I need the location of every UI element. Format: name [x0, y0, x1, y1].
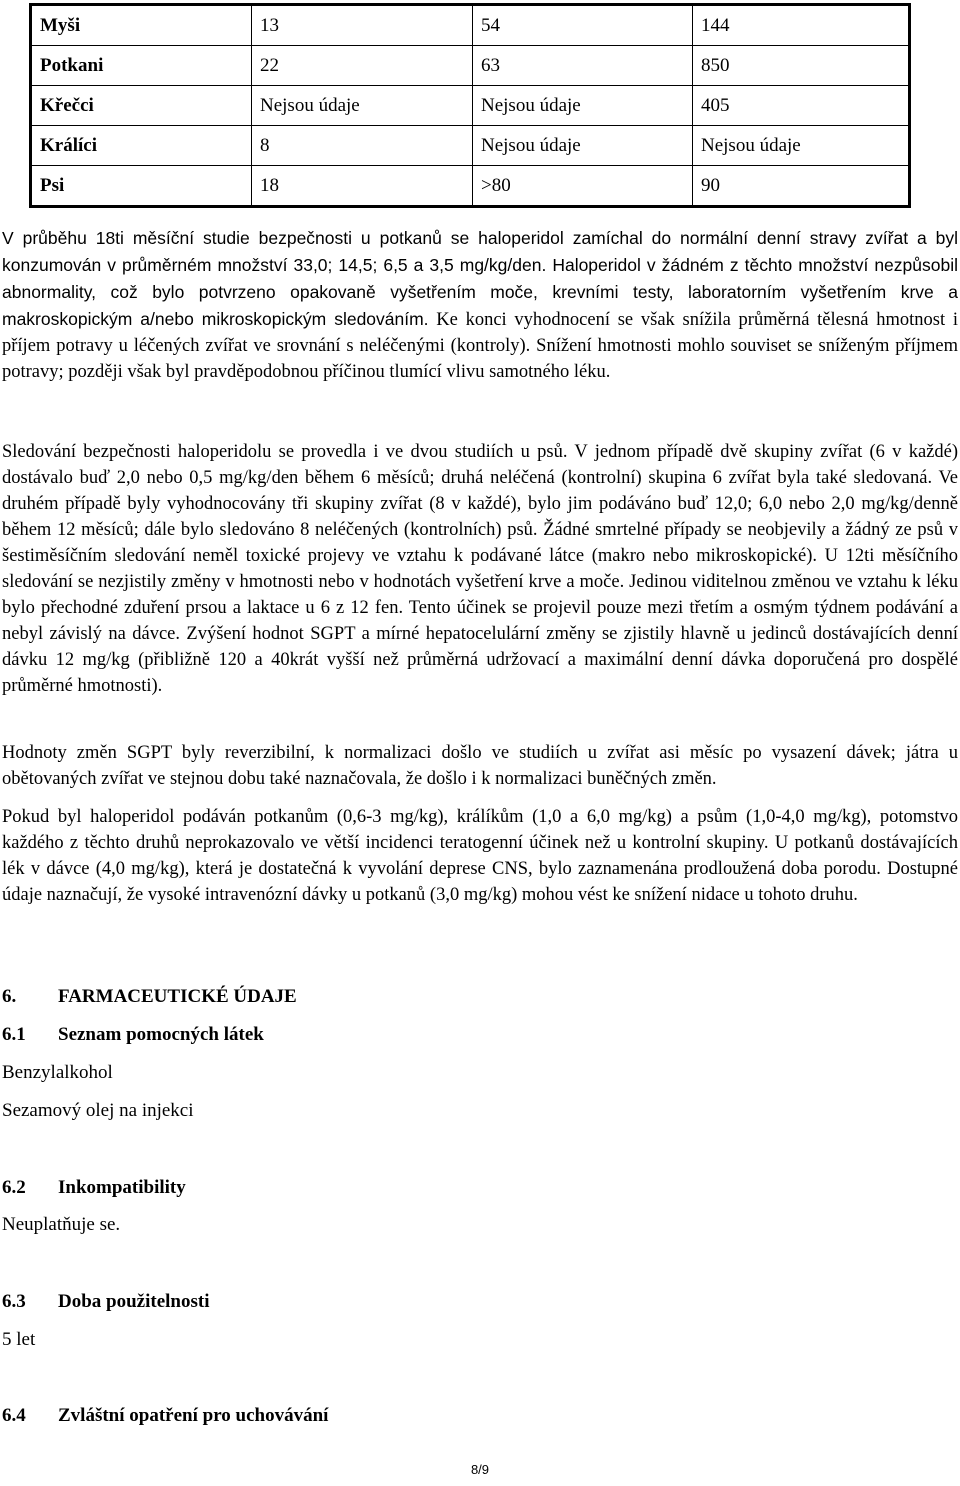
section-number: 6.3	[2, 1291, 26, 1312]
section-heading-6-1	[2, 1024, 264, 1046]
table-row	[31, 5, 910, 46]
section-text: Neuplatňuje se.	[2, 1214, 121, 1235]
table-cell: Křečci	[31, 86, 252, 126]
table-cell: Nejsou údaje	[252, 86, 473, 126]
section-title: Seznam pomocných látek	[58, 1024, 264, 1045]
section-heading-6-3	[2, 1291, 210, 1313]
paragraph-sgpt: Hodnoty změn SGPT byly reverzibilní, k normalizaci došlo ve studiích u zvířat asi měsíc po vysazení dávek; játra u obětovaných zvířat ve stejnou dobu také naznačovala, že došlo i k normalizaci buněčných změn.	[2, 743, 958, 789]
table-row	[31, 46, 910, 86]
section-text: 5 let	[2, 1329, 36, 1350]
paragraph-rat-study	[2, 225, 958, 385]
table-cell: Nejsou údaje	[473, 126, 693, 166]
paragraph-teratogenicity: Pokud byl haloperidol podáván potkanům (0,6-3 mg/kg), králíkům (1,0 a 6,0 mg/kg) a psům (1,0-4,0 mg/kg), potomstvo každého z těchto druhů neprokazovalo ve větší incidenci teratogenní účinek než u kontrolní skupiny. U potkanů dostávajících lék v dávce (4,0 mg/kg), která je dostatečná k vyvolání deprese CNS, bylo zaznamenána prodloužená doba porodu. Dostupné údaje naznačují, že vysoké intravenózní dávky u potkanů (3,0 mg/kg) mohou vést ke snížení nidace u tohoto druhu.	[2, 807, 958, 905]
table-cell: 850	[693, 46, 910, 86]
section-title: FARMACEUTICKÉ ÚDAJE	[58, 986, 297, 1007]
table-cell: Myši	[31, 5, 252, 46]
table-cell: 54	[473, 5, 693, 46]
table-cell: 18	[252, 166, 473, 207]
paragraph-dog-study: Sledování bezpečnosti haloperidolu se provedla i ve dvou studiích u psů. V jednom případě dvě skupiny zvířat (6 v každé) dostávalo buď 2,0 nebo 0,5 mg/kg/den během 6 měsíců; druhá neléčená (kontrolní) skupina 6 zvířat byla také sledovaná. Ve druhém případě byly vyhodnocovány tři skupiny zvířat (8 v každé), bylo jim podáváno buď 12,0; 6,0 nebo 2,0 mg/kg/denně během 12 měsíců; dále bylo sledováno 8 neléčených (kontrolních) psů. Žádné smrtelné případy se neobjevily a žádný ze psů v šestiměsíčním sledování neměl toxické projevy ve vztahu k podávané látce (makro nebo mikroskopické). U 12ti měsíčního sledování se nezjistily změny v hmotnosti nebo v hodnotách vyšetření krve a moče. Jedinou viditelnou změnou ve vztahu k léku bylo přechodné zduření prsou a laktace u 6 z 12 fen. Tento účinek se projevil pouze mezi třetím a osmým týdnem podávání a nebyl závislý na dávce. Zvýšení hodnot SGPT a mírné hepatocelulární změny se zjistily hlavně u jedinců dostávajících denní dávku 12 mg/kg (přibližně 120 a 40krát vyšší než průměrná udržovací a maximální denní dávka doporučená pro dospělé průměrné hmotnosti).	[2, 442, 958, 696]
table-cell: Nejsou údaje	[473, 86, 693, 126]
section-number: 6.1	[2, 1024, 26, 1045]
table-cell: >80	[473, 166, 693, 207]
section-number: 6.2	[2, 1177, 26, 1198]
table-row	[31, 126, 910, 166]
table-cell: 13	[252, 5, 473, 46]
paragraph-segment: V průběhu 18ti měsíční studie bezpečnosti u potkanů se haloperidol zamíchal do normální denní stravy zvířat a byl konzumován v průměrném množství 33,0; 14,5; 6,5 a 3,5 mg/kg/den. Haloperidol v žádném z těchto množství nezpůsobil abnormality, což bylo potvrzeno opakovaně vyšetřením moče, krevními testy, laboratorním vyšetřením krve a makroskopickým a/nebo mikroskopickým sledováním.	[2, 228, 958, 329]
section-title: Doba použitelnosti	[58, 1291, 210, 1312]
table-cell: Nejsou údaje	[693, 126, 910, 166]
list-item: Benzylalkohol	[2, 1062, 113, 1083]
section-title: Zvláštní opatření pro uchovávání	[58, 1405, 329, 1426]
table-row	[31, 86, 910, 126]
section-heading-6-2	[2, 1177, 186, 1199]
toxicity-table	[29, 3, 911, 208]
table-cell: Králíci	[31, 126, 252, 166]
table-cell: Psi	[31, 166, 252, 207]
table-cell: 144	[693, 5, 910, 46]
table-cell: 8	[252, 126, 473, 166]
table-row	[31, 166, 910, 207]
list-item: Sezamový olej na injekci	[2, 1100, 194, 1121]
section-heading-6-4	[2, 1405, 328, 1427]
table-cell: 405	[693, 86, 910, 126]
section-heading-6	[2, 986, 297, 1008]
paragraph-segment: Ke konci vyhodnocení se však snížila průměrná tělesná hmotnost i příjem potravy u léčených zvířat ve srovnání s neléčenými (kontroly). Snížení hmotnosti mohlo souviset se sníženým příjmem potravy; později však byl pravděpodobnou příčinou tlumící vlivu samotného léku.	[2, 310, 958, 382]
section-title: Inkompatibility	[58, 1177, 186, 1198]
table-cell: 90	[693, 166, 910, 207]
section-number: 6.	[2, 986, 17, 1007]
table-cell: 22	[252, 46, 473, 86]
table-cell: Potkani	[31, 46, 252, 86]
table-cell: 63	[473, 46, 693, 86]
page-number: 8/9	[470, 1462, 490, 1477]
section-number: 6.4	[2, 1405, 26, 1426]
